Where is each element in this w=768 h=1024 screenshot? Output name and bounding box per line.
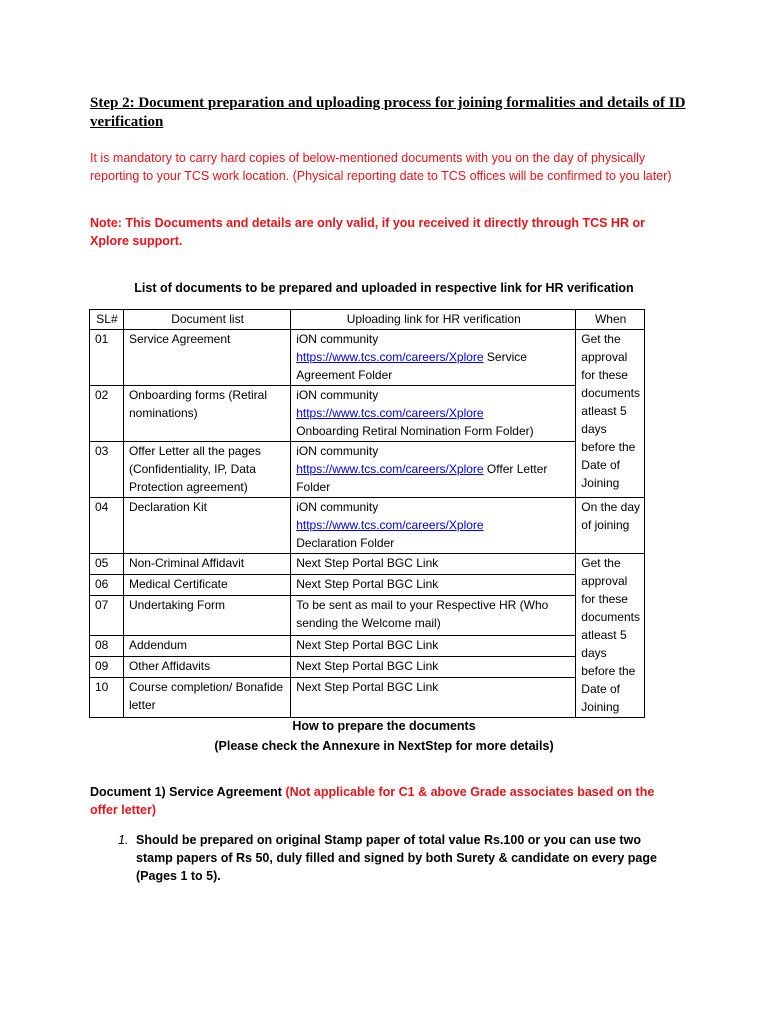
upload-prefix: iON community <box>296 500 379 514</box>
row-upload: Next Step Portal BGC Link <box>291 678 576 718</box>
row-upload: Next Step Portal BGC Link <box>291 554 576 575</box>
header-when: When <box>576 310 645 330</box>
table-row <box>90 656 645 677</box>
row-upload <box>291 442 576 498</box>
table-row <box>90 678 645 718</box>
row-document: Offer Letter all the pages (Confidentiality, IP, Data Protection agreement) <box>123 442 290 498</box>
xplore-link[interactable]: https://www.tcs.com/careers/Xplore <box>296 462 484 476</box>
row-document: Undertaking Form <box>123 596 290 636</box>
row-document: Declaration Kit <box>123 498 290 554</box>
table-row <box>90 386 645 442</box>
list-item-number: 1. <box>118 833 129 847</box>
row-sl: 03 <box>90 442 124 498</box>
table-row <box>90 554 645 575</box>
xplore-link[interactable]: https://www.tcs.com/careers/Xplore <box>296 350 484 364</box>
how-to-subtitle: (Please check the Annexure in NextStep for more details) <box>214 739 554 753</box>
row-sl: 10 <box>90 678 124 718</box>
table-header-row <box>90 310 645 330</box>
row-sl: 08 <box>90 635 124 656</box>
row-upload <box>291 498 576 554</box>
header-document-list: Document list <box>123 310 290 330</box>
page-title: Step 2: Document preparation and uploading process for joining formalities and details of ID verification <box>90 95 686 130</box>
row-sl: 02 <box>90 386 124 442</box>
upload-suffix: Offer Letter Folder <box>296 462 548 494</box>
table-row <box>90 596 645 636</box>
row-upload: Next Step Portal BGC Link <box>291 575 576 596</box>
row-upload <box>291 386 576 442</box>
document-1-heading <box>90 783 680 819</box>
row-sl: 09 <box>90 656 124 677</box>
upload-prefix: iON community <box>296 444 379 458</box>
row-document: Medical Certificate <box>123 575 290 596</box>
how-to-section-heading <box>90 716 678 756</box>
table-row <box>90 635 645 656</box>
row-sl: 07 <box>90 596 124 636</box>
row-when-joining: On the day of joining <box>576 498 645 554</box>
xplore-link[interactable]: https://www.tcs.com/careers/Xplore <box>296 406 484 420</box>
upload-suffix: Service Agreement Folder <box>296 350 527 382</box>
upload-suffix: Declaration Folder <box>296 536 395 550</box>
row-sl: 06 <box>90 575 124 596</box>
document-list-title: List of documents to be prepared and uploaded in respective link for HR verification <box>134 281 634 295</box>
list-item <box>118 831 678 885</box>
row-sl: 01 <box>90 330 124 386</box>
row-upload: To be sent as mail to your Respective HR (Who sending the Welcome mail) <box>291 596 576 636</box>
table-row <box>90 442 645 498</box>
table-row <box>90 575 645 596</box>
table-row <box>90 498 645 554</box>
upload-prefix: iON community <box>296 388 379 402</box>
how-to-title: How to prepare the documents <box>292 719 476 733</box>
upload-prefix: iON community <box>296 332 379 346</box>
list-item-text: Should be prepared on original Stamp paper of total value Rs.100 or you can use two stamp papers of Rs 50, duly filled and signed by both Surety & candidate on every page (Pages 1 to 5). <box>136 833 657 883</box>
document-1-label: Document 1) Service Agreement <box>90 785 286 799</box>
row-upload <box>291 330 576 386</box>
documents-table <box>89 309 645 718</box>
validity-note: Note: This Documents and details are only valid, if you received it directly through TCS HR or Xplore support. <box>90 216 645 248</box>
row-document: Onboarding forms (Retiral nominations) <box>123 386 290 442</box>
row-document: Addendum <box>123 635 290 656</box>
table-row <box>90 330 645 386</box>
row-sl: 05 <box>90 554 124 575</box>
row-document: Course completion/ Bonafide letter <box>123 678 290 718</box>
row-when-approval: Get the approval for these documents atleast 5 days before the Date of Joining <box>576 330 645 498</box>
header-upload-link: Uploading link for HR verification <box>291 310 576 330</box>
row-sl: 04 <box>90 498 124 554</box>
row-when-approval-2: Get the approval for these documents atleast 5 days before the Date of Joining <box>576 554 645 718</box>
xplore-link[interactable]: https://www.tcs.com/careers/Xplore <box>296 518 484 532</box>
row-document: Other Affidavits <box>123 656 290 677</box>
row-document: Non-Criminal Affidavit <box>123 554 290 575</box>
mandatory-notice: It is mandatory to carry hard copies of below-mentioned documents with you on the day of physically reporting to your TCS work location. (Physical reporting date to TCS offices will be confirmed to you later) <box>90 151 672 183</box>
upload-suffix: Onboarding Retiral Nomination Form Folder) <box>296 424 534 438</box>
header-sl: SL# <box>90 310 124 330</box>
row-upload: Next Step Portal BGC Link <box>291 656 576 677</box>
row-document: Service Agreement <box>123 330 290 386</box>
document-1-note: (Not applicable for C1 & above Grade associates based on the offer letter) <box>90 785 655 817</box>
row-upload: Next Step Portal BGC Link <box>291 635 576 656</box>
